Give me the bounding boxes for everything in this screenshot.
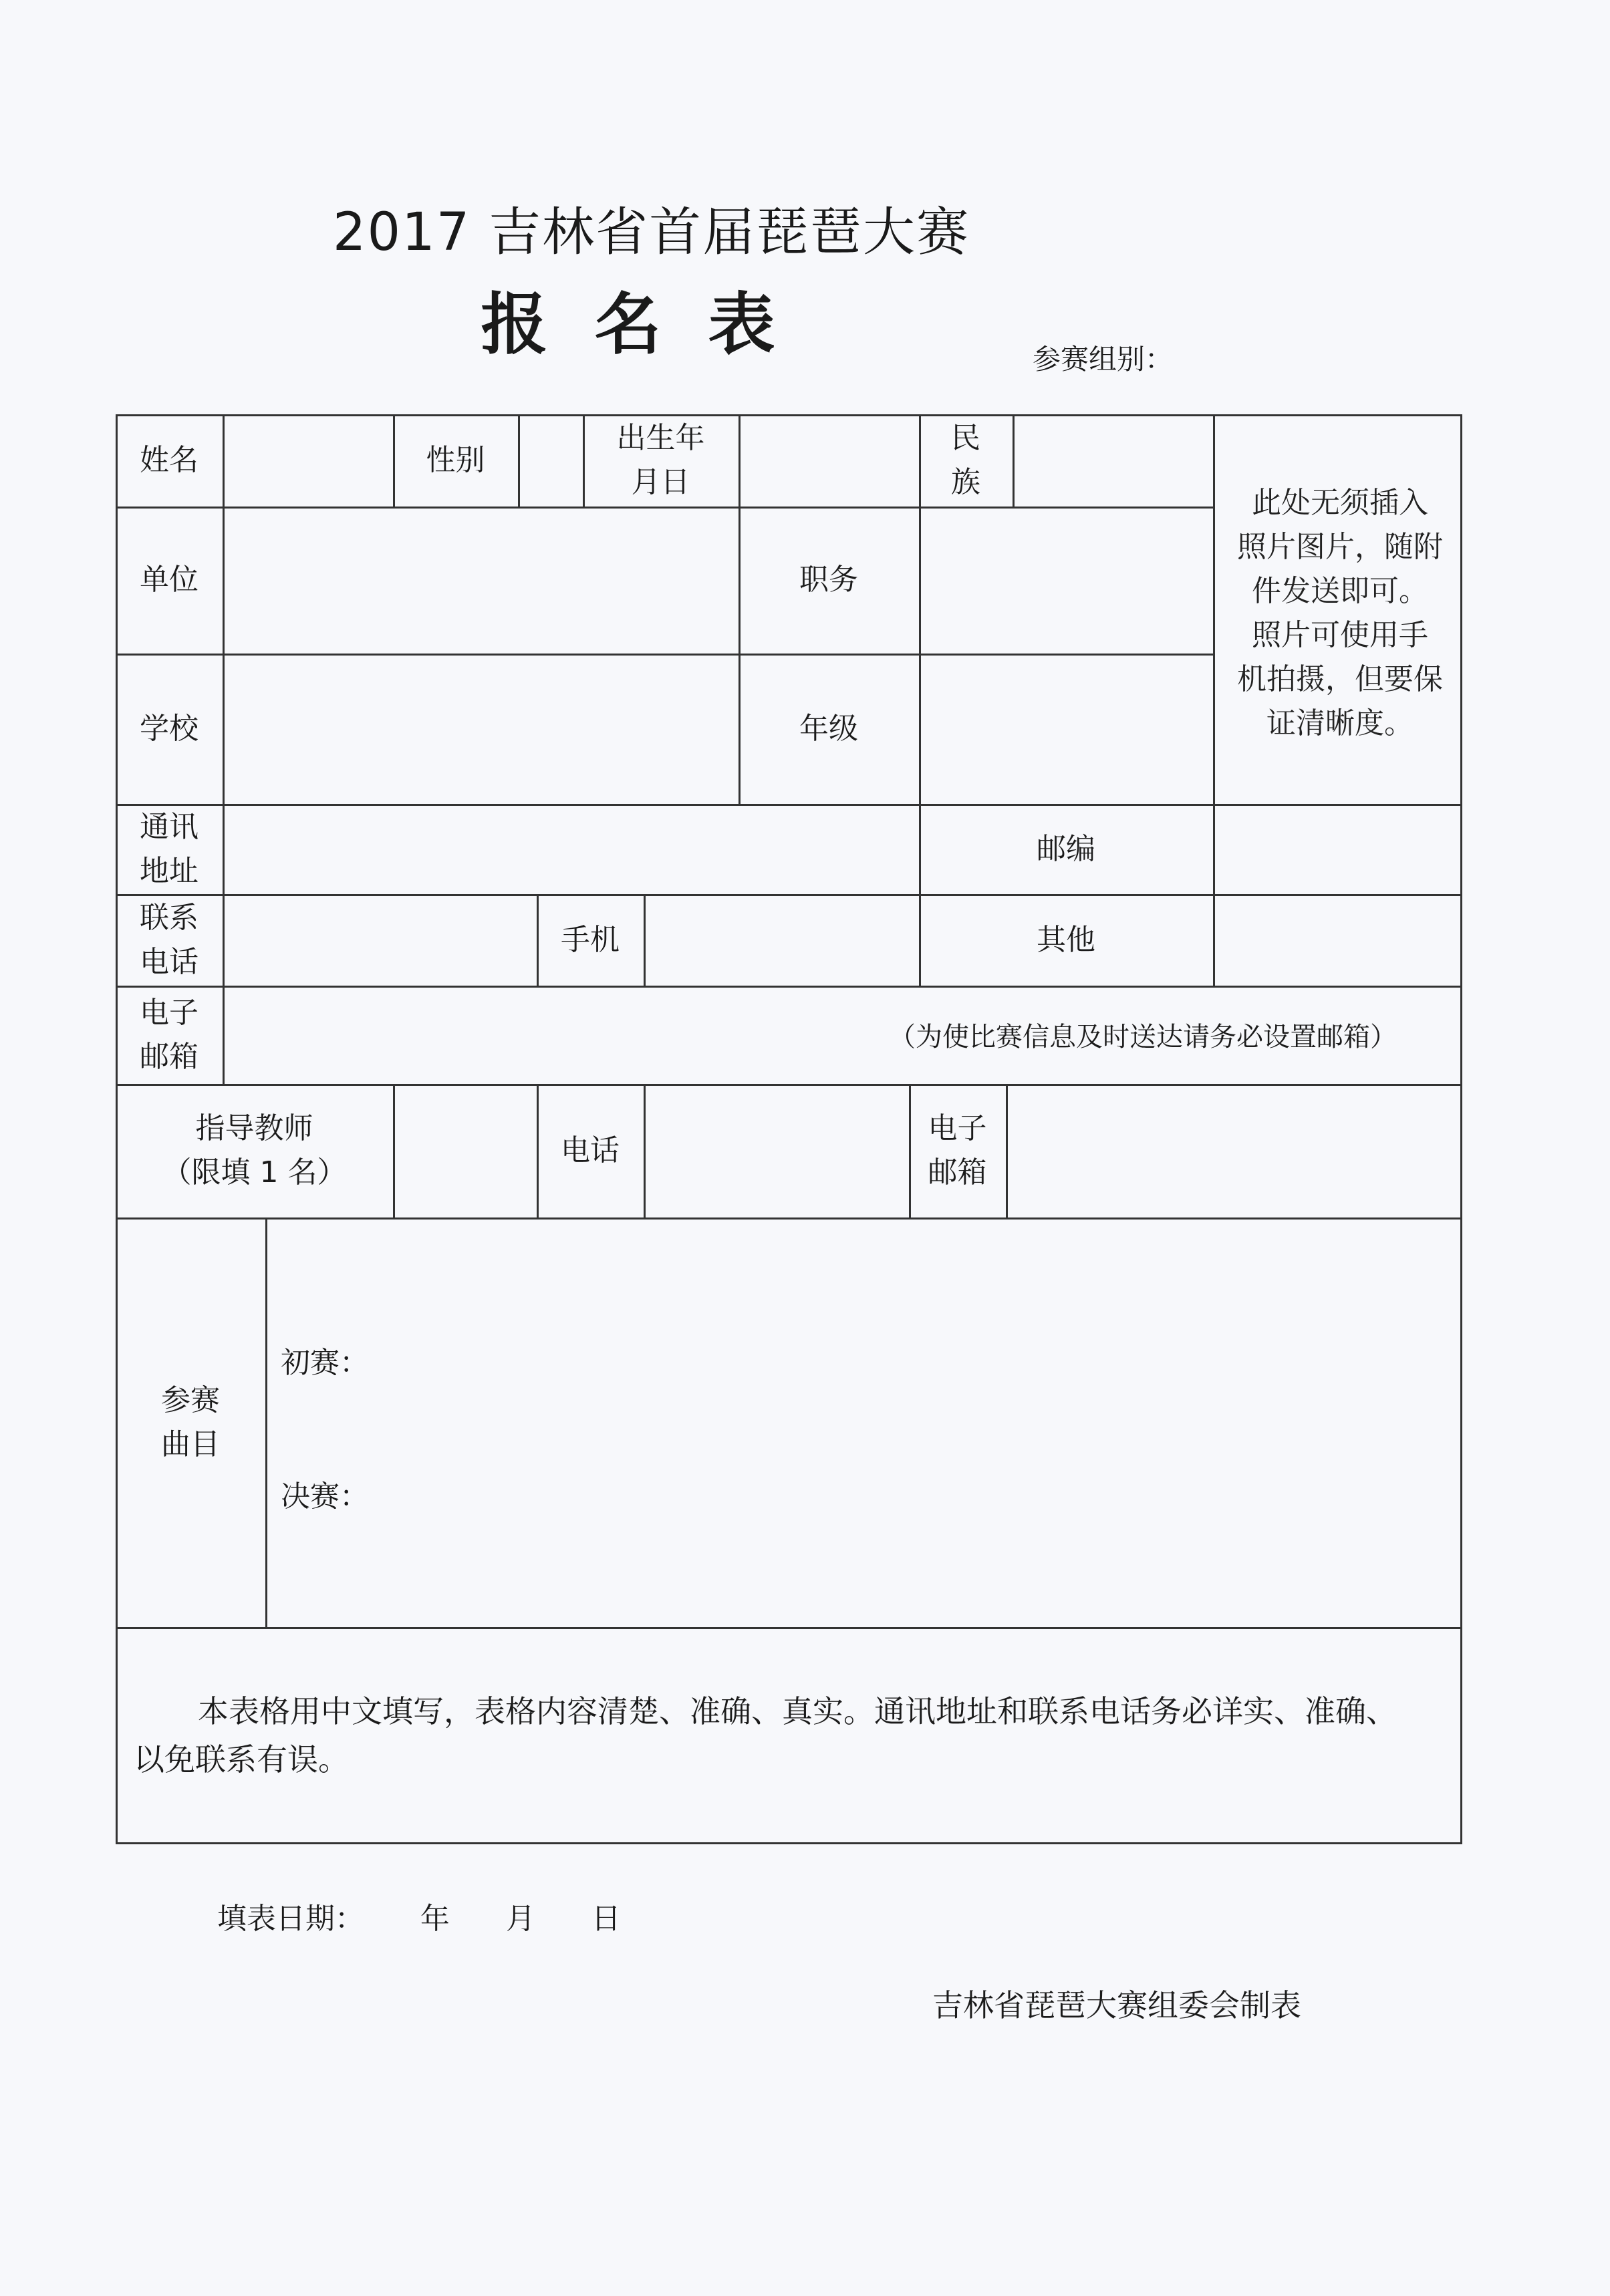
school-field[interactable] bbox=[223, 654, 739, 804]
photo-note: 此处无须插入 照片图片，随附 件发送即可。 照片可使用手 机拍摄，但要保 证清晰度。 bbox=[1237, 486, 1443, 740]
prelim-label: 初赛： bbox=[281, 1346, 369, 1380]
birthdate-label: 出生年 月日 bbox=[616, 421, 705, 499]
final-label: 决赛： bbox=[281, 1479, 369, 1514]
email-note: （为使比赛信息及时送达请务必设置邮箱） bbox=[889, 1022, 1397, 1052]
teacher-email-label: 电子 邮箱 bbox=[928, 1111, 987, 1189]
position-label: 职务 bbox=[799, 563, 858, 597]
teacher-email-field[interactable] bbox=[1006, 1084, 1462, 1217]
teacher-phone-label: 电话 bbox=[561, 1133, 620, 1167]
address-label: 通讯 地址 bbox=[140, 809, 198, 888]
mobile-field[interactable] bbox=[644, 894, 919, 986]
email-label: 电子 邮箱 bbox=[140, 995, 198, 1074]
teacher-name-field[interactable] bbox=[393, 1084, 537, 1217]
grade-label: 年级 bbox=[799, 711, 858, 746]
employer-field[interactable] bbox=[223, 507, 739, 654]
name-label: 姓名 bbox=[140, 443, 198, 477]
teacher-label: 指导教师 （限填 1 名） bbox=[162, 1111, 347, 1189]
teacher-phone-field[interactable] bbox=[644, 1084, 909, 1217]
position-field[interactable] bbox=[919, 507, 1213, 654]
fill-date: 填表日期： 年 月 日 bbox=[217, 1902, 621, 1936]
form-maker: 吉林省琵琶大赛组委会制表 bbox=[932, 1987, 1301, 2023]
ethnicity-field[interactable] bbox=[1013, 414, 1213, 507]
other-label: 其他 bbox=[1037, 922, 1095, 957]
gender-label: 性别 bbox=[426, 443, 485, 477]
school-label: 学校 bbox=[140, 711, 198, 746]
instructions: 本表格用中文填写，表格内容清楚、准确、真实。通讯地址和联系电话务必详实、准确、 以免联系有误。 bbox=[134, 1693, 1397, 1777]
competition-title: 2017 吉林省首届琵琶大赛 bbox=[332, 202, 970, 263]
prelim-field[interactable] bbox=[374, 1323, 1444, 1390]
name-field[interactable] bbox=[223, 414, 393, 507]
grade-field[interactable] bbox=[919, 654, 1213, 804]
competition-group-label: 参赛组别： bbox=[1033, 343, 1174, 376]
gender-field[interactable] bbox=[518, 414, 583, 507]
contact-phone-label: 联系 电话 bbox=[140, 900, 198, 979]
postcode-label: 邮编 bbox=[1037, 831, 1095, 866]
contact-phone-field[interactable] bbox=[223, 894, 537, 986]
postcode-field[interactable] bbox=[1213, 804, 1462, 894]
other-field[interactable] bbox=[1213, 894, 1462, 986]
employer-label: 单位 bbox=[140, 563, 198, 597]
address-field[interactable] bbox=[223, 804, 919, 894]
ethnicity-label: 民 族 bbox=[951, 421, 980, 499]
form-title: 报名表 bbox=[481, 285, 822, 364]
mobile-label: 手机 bbox=[561, 922, 620, 957]
birthdate-field[interactable] bbox=[739, 414, 919, 507]
music-label: 参赛 曲目 bbox=[161, 1383, 220, 1461]
final-field[interactable] bbox=[374, 1457, 1444, 1524]
